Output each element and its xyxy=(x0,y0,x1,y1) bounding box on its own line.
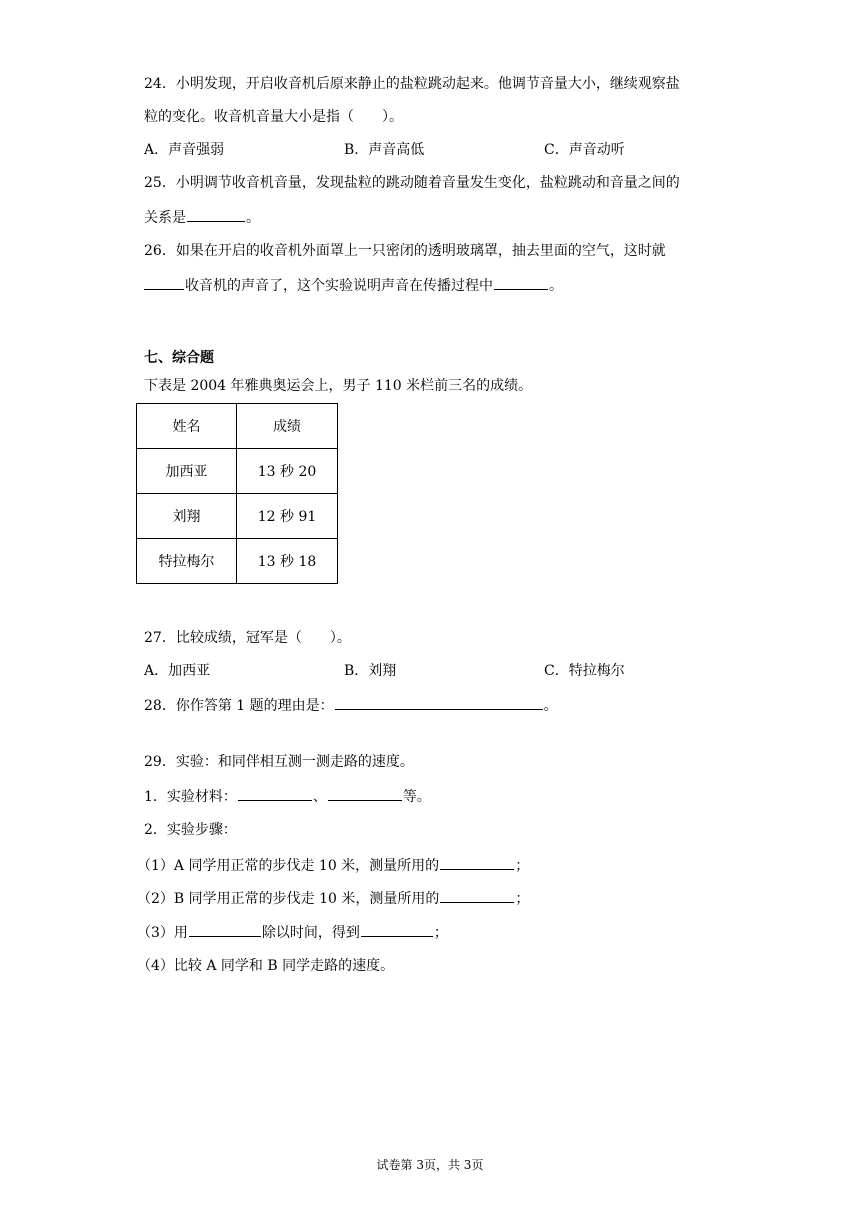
scores-table xyxy=(136,403,338,584)
table-header-row xyxy=(137,404,338,449)
q29-step2-text: （2）B 同学用正常的步伐走 10 米，测量所用的 xyxy=(137,891,440,907)
q29-step2-blank[interactable] xyxy=(440,888,514,903)
table-row xyxy=(137,449,338,494)
q29-step1-text: （1）A 同学用正常的步伐走 10 米，测量所用的 xyxy=(137,858,440,874)
q27-option-a: A．加西亚 xyxy=(144,663,211,679)
q24-line1: 24．小明发现，开启收音机后原来静止的盐粒跳动起来。他调节音量大小，继续观察盐 xyxy=(144,76,680,92)
q29-step3-text-a: （3）用 xyxy=(137,925,188,941)
q25-suffix: 。 xyxy=(246,210,260,226)
q28-prefix: 28．你作答第 1 题的理由是： xyxy=(144,698,334,714)
q29-step1-blank[interactable] xyxy=(440,855,514,870)
q28-line xyxy=(144,695,558,716)
table-cell-score: 13 秒 18 xyxy=(237,539,338,584)
q26-suffix: 。 xyxy=(549,278,563,294)
q29-step3-blank-1[interactable] xyxy=(189,922,261,937)
q26-line2 xyxy=(144,275,563,296)
q29-step1-semicolon: ； xyxy=(515,858,530,874)
table-cell-score: 13 秒 20 xyxy=(237,449,338,494)
q26-answer-blank-1[interactable] xyxy=(144,275,184,290)
q29-materials-suffix: 等。 xyxy=(402,789,431,805)
table-cell-name: 加西亚 xyxy=(137,449,237,494)
q26-answer-blank-2[interactable] xyxy=(494,275,548,290)
q29-step-1 xyxy=(137,855,529,876)
q29-material-blank-1[interactable] xyxy=(238,786,312,801)
table-cell-name: 刘翔 xyxy=(137,494,237,539)
q29-step2-semicolon: ； xyxy=(515,891,530,907)
table-row xyxy=(137,539,338,584)
q25-line2 xyxy=(144,207,260,228)
q29-materials xyxy=(144,786,431,807)
page-footer: 试卷第 3页，共 3页 xyxy=(376,1158,484,1172)
q28-suffix: 。 xyxy=(543,698,558,714)
q25-answer-blank[interactable] xyxy=(187,207,245,222)
q29-step3-text-b: 除以时间，得到 xyxy=(261,925,360,941)
q26-mid: 收音机的声音了，这个实验说明声音在传播过程中 xyxy=(185,278,493,294)
section-7-intro: 下表是 2004 年雅典奥运会上，男子 110 米栏前三名的成绩。 xyxy=(144,378,533,394)
q29-stem: 29．实验：和同伴相互测一测走路的速度。 xyxy=(144,754,414,770)
q27-stem: 27．比较成绩，冠军是（ ）。 xyxy=(144,630,351,646)
q24-option-b: B．声音高低 xyxy=(344,142,425,158)
q27-option-b: B．刘翔 xyxy=(344,663,397,679)
table-cell-score: 12 秒 91 xyxy=(237,494,338,539)
q29-materials-prefix: 1．实验材料： xyxy=(144,789,237,805)
q24-line2: 粒的变化。收音机音量大小是指（ ）。 xyxy=(144,109,403,125)
table-row xyxy=(137,494,338,539)
q25-prefix: 关系是 xyxy=(144,210,186,226)
section-7-title: 七、综合题 xyxy=(144,350,214,366)
q29-step3-semicolon: ； xyxy=(433,925,448,941)
q29-steps-title: 2．实验步骤： xyxy=(144,822,237,838)
q29-step-2 xyxy=(137,888,529,909)
q24-option-c: C．声音动听 xyxy=(544,142,625,158)
q29-materials-sep: 、 xyxy=(312,789,327,805)
q29-step-4: （4）比较 A 同学和 B 同学走路的速度。 xyxy=(137,958,395,974)
q24-option-a: A．声音强弱 xyxy=(144,142,225,158)
table-header-score: 成绩 xyxy=(237,404,338,449)
q26-line1: 26．如果在开启的收音机外面罩上一只密闭的透明玻璃罩，抽去里面的空气，这时就 xyxy=(144,243,666,259)
q29-step-3 xyxy=(137,922,448,943)
q29-step3-blank-2[interactable] xyxy=(361,922,433,937)
table-header-name: 姓名 xyxy=(137,404,237,449)
q29-material-blank-2[interactable] xyxy=(328,786,402,801)
q27-option-c: C．特拉梅尔 xyxy=(544,663,625,679)
q28-answer-blank[interactable] xyxy=(335,695,543,710)
table-cell-name: 特拉梅尔 xyxy=(137,539,237,584)
q25-line1: 25．小明调节收音机音量，发现盐粒的跳动随着音量发生变化，盐粒跳动和音量之间的 xyxy=(144,175,680,191)
